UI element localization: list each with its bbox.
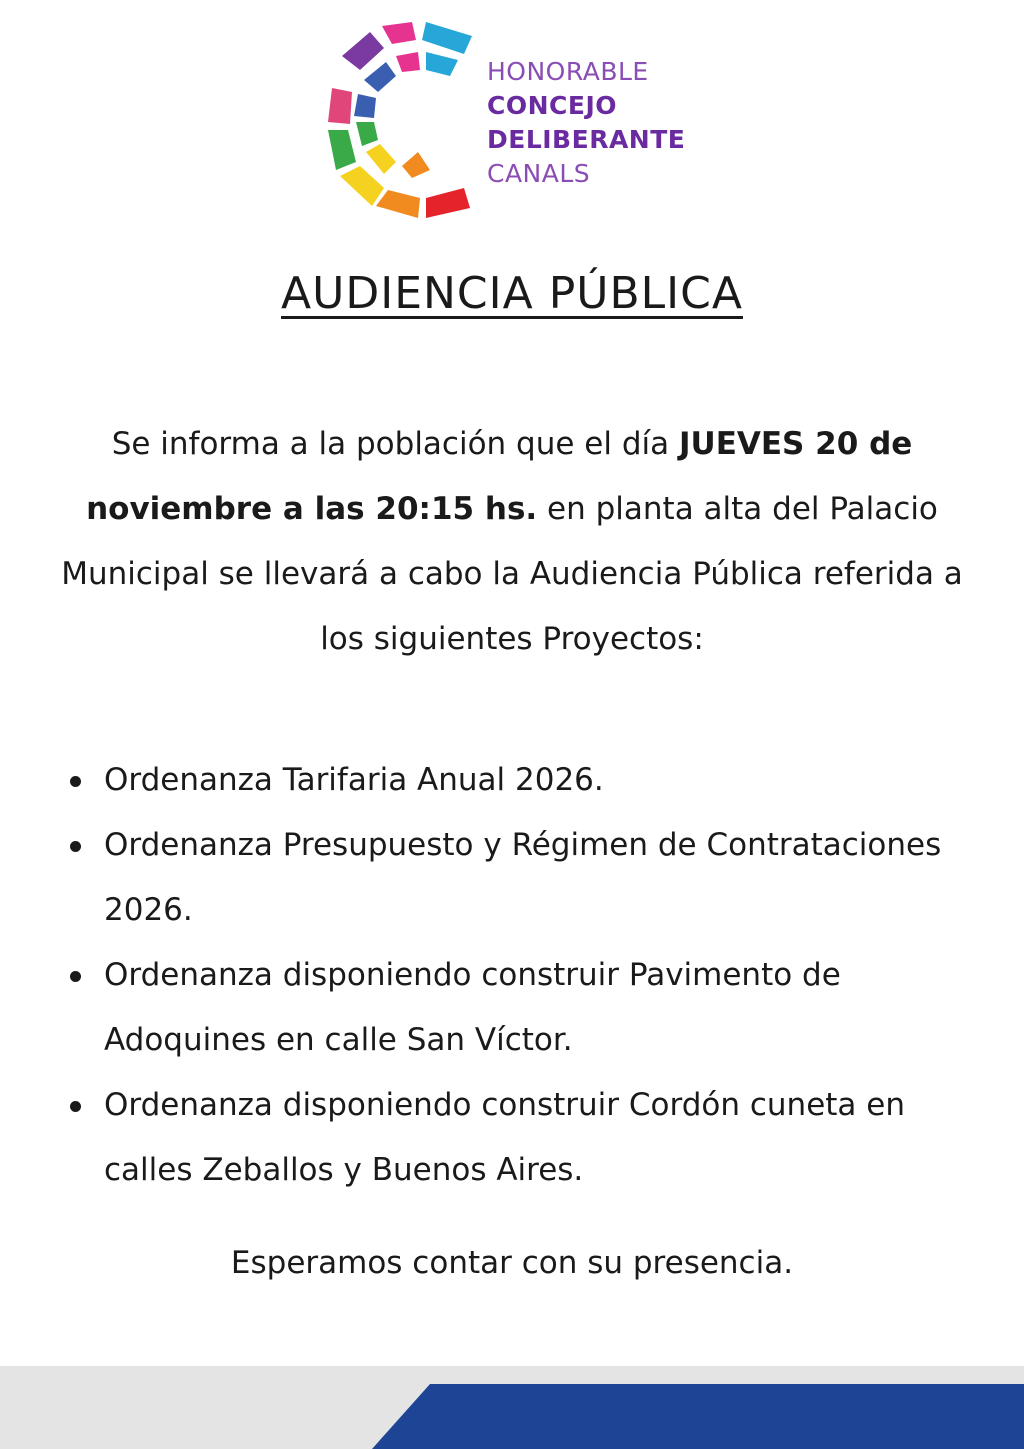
logo-line-concejo: CONCEJO [487, 91, 618, 120]
projects-list [70, 748, 990, 1203]
logo-line-honorable: HONORABLE [487, 57, 649, 86]
announcement-date-time: JUEVES 20 de noviembre a las 20:15 hs. [86, 426, 913, 527]
list-item: Ordenanza Tarifaria Anual 2026. [70, 748, 990, 813]
announcement-text-start: Se informa a la población que el día [111, 426, 679, 462]
logo-line-deliberante: DELIBERANTE [487, 125, 686, 154]
page-title-text: AUDIENCIA PÚBLICA [281, 268, 743, 319]
council-emblem-icon [322, 18, 482, 228]
council-logo [322, 18, 702, 228]
announcement-paragraph [40, 412, 984, 672]
page-title [0, 268, 1024, 319]
footer-band [0, 1366, 1024, 1449]
logo-line-canals: CANALS [487, 159, 591, 188]
list-item: Ordenanza disponiendo construir Cordón cuneta en calles Zeballos y Buenos Aires. [70, 1073, 990, 1203]
council-name [487, 55, 685, 191]
list-item: Ordenanza Presupuesto y Régimen de Contrataciones 2026. [70, 813, 990, 943]
closing-message: Esperamos contar con su presencia. [230, 1245, 794, 1281]
announcement-text-end: en planta alta del Palacio Municipal se llevará a cabo la Audiencia Pública referida a los siguientes Proyectos: [61, 491, 963, 657]
footer-stripe-shape [0, 1366, 1024, 1449]
list-item: Ordenanza disponiendo construir Pavimento de Adoquines en calle San Víctor. [70, 943, 990, 1073]
